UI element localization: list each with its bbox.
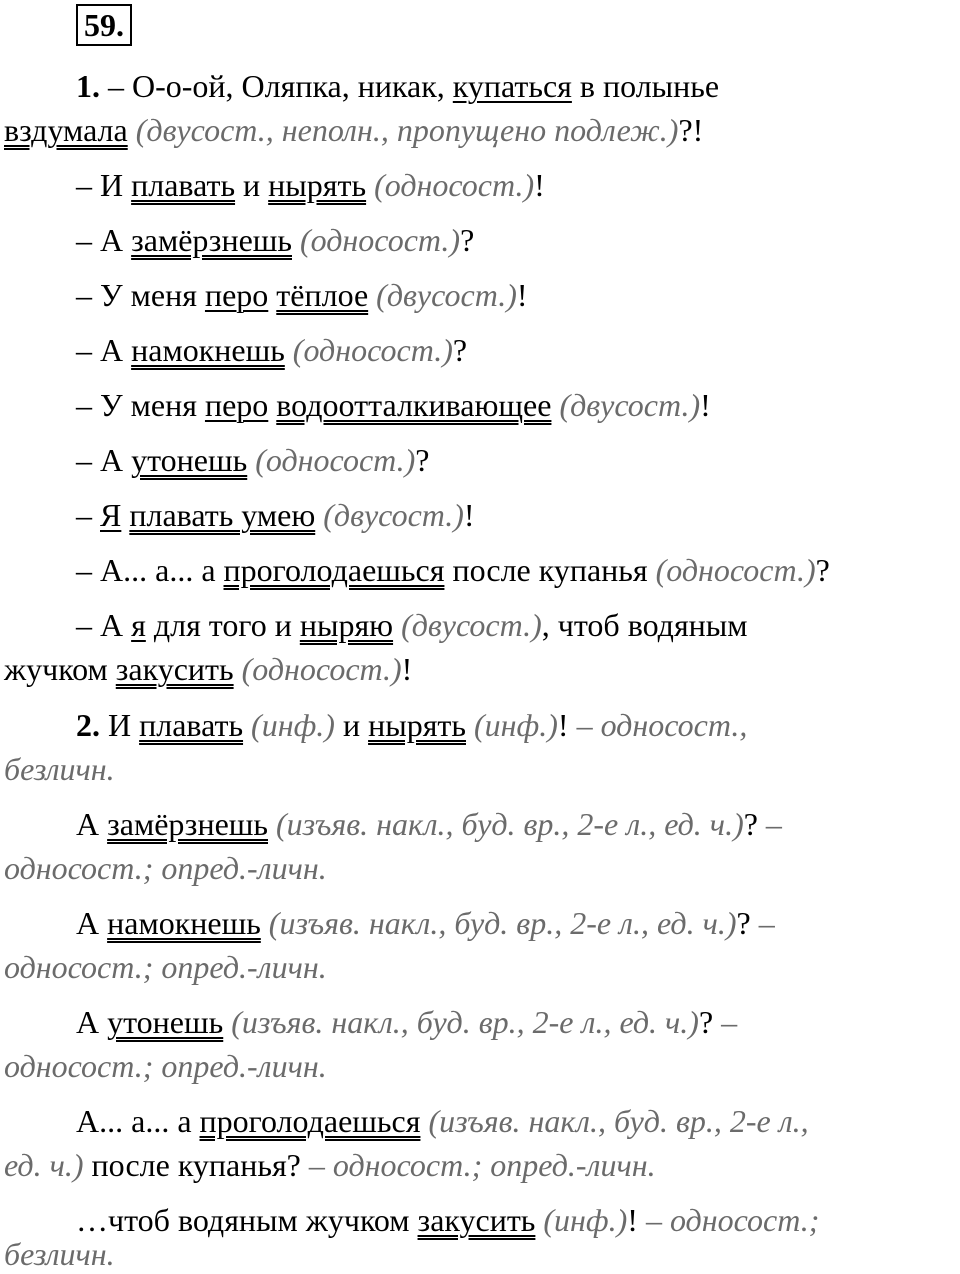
grammar-note: (двусост.) (376, 277, 517, 313)
grammar-note: безличн. (4, 751, 115, 787)
text-run: ? (736, 905, 759, 941)
predicate-word: намокнешь (107, 905, 261, 941)
grammar-note: (инф.) (251, 707, 335, 743)
grammar-note: – (765, 806, 782, 842)
text-line (76, 550, 830, 590)
text-line (76, 903, 775, 943)
text-run (292, 222, 300, 258)
grammar-note: – односост.; (645, 1202, 820, 1238)
item-number: 2. (76, 707, 100, 743)
predicate-word: водоотталкивающее (276, 387, 552, 423)
grammar-note: (односост.) (300, 222, 461, 258)
text-run: ? (743, 806, 766, 842)
text-line (76, 275, 528, 315)
text-run (234, 651, 242, 687)
text-run (268, 806, 276, 842)
text-run: ! (463, 497, 475, 533)
text-run: – А... а... а (76, 552, 224, 588)
subject-word: Я (100, 497, 122, 533)
text-run: ! (516, 277, 528, 313)
text-line (76, 1002, 737, 1042)
predicate-word: утонешь (107, 1004, 224, 1040)
text-run: …чтоб водяным жучком (76, 1202, 418, 1238)
grammar-note: (изъяв. накл., буд. вр., 2-е л., ед. ч.) (276, 806, 744, 842)
text-line (76, 330, 467, 370)
text-run: в полынье (571, 68, 720, 104)
text-run: ? (415, 442, 430, 478)
predicate-word: плавать (131, 167, 236, 203)
predicate-word: проголодаешься (199, 1103, 421, 1139)
text-line (76, 66, 719, 106)
text-run: – О-о-ой, Оляпка, никак, (100, 68, 453, 104)
predicate-word: нырять (268, 167, 367, 203)
grammar-note: односост.; опред.-личн. (4, 1048, 327, 1084)
grammar-note: (односост.) (255, 442, 416, 478)
text-run: ? (452, 332, 468, 368)
predicate-word: ныряю (299, 607, 394, 643)
subject-word: купаться (452, 68, 572, 104)
grammar-note: (двусост.) (401, 607, 542, 643)
text-run: – У меня (76, 387, 205, 423)
predicate-word: закусить (115, 651, 234, 687)
text-run: ! (557, 707, 577, 743)
text-run: А (76, 806, 108, 842)
text-line (4, 749, 115, 789)
grammar-note: односост.; опред.-личн. (4, 850, 327, 886)
grammar-note: – односост., (576, 707, 748, 743)
text-run (368, 277, 376, 313)
text-line (76, 605, 748, 645)
text-run (393, 607, 401, 643)
grammar-note: – односост.; опред.-личн. (308, 1147, 656, 1183)
predicate-word: намокнешь (131, 332, 285, 368)
text-run (366, 167, 374, 203)
text-run: – А (76, 222, 132, 258)
text-line (76, 165, 545, 205)
text-run: ! (401, 651, 413, 687)
text-line (76, 495, 475, 535)
grammar-note: (изъяв. накл., буд. вр., 2-е л., ед. ч.) (231, 1004, 699, 1040)
text-run: ! (700, 387, 711, 423)
text-run: ? (815, 552, 830, 588)
predicate-word: тёплое (276, 277, 369, 313)
grammar-note: безличн. (4, 1236, 115, 1272)
text-run: ?! (678, 112, 704, 148)
text-line (4, 649, 412, 689)
exercise-number: 59. (76, 4, 132, 46)
text-run (285, 332, 293, 368)
text-run (243, 707, 251, 743)
grammar-note: (двусост.) (559, 387, 701, 423)
subject-word: я (131, 607, 146, 643)
text-line (4, 110, 703, 150)
grammar-note: (односост.) (292, 332, 453, 368)
text-run (466, 707, 474, 743)
text-run: А (76, 1004, 108, 1040)
text-run: – У меня (76, 277, 205, 313)
grammar-note: – (721, 1004, 738, 1040)
text-run: – А (76, 442, 132, 478)
text-run: после купанья? (83, 1147, 309, 1183)
text-run: ? (698, 1004, 722, 1040)
predicate-word: нырять (368, 707, 466, 743)
text-run: и (334, 707, 369, 743)
text-line (4, 848, 327, 888)
text-run: И (100, 707, 140, 743)
text-run: , чтоб водяным (541, 607, 748, 643)
text-line (76, 804, 782, 844)
grammar-note: (двусост.) (323, 497, 464, 533)
text-run: А... а... а (76, 1103, 200, 1139)
text-run: – И (76, 167, 132, 203)
grammar-note: (односост.) (241, 651, 402, 687)
text-run: – А (76, 607, 132, 643)
subject-word: перо (204, 387, 269, 423)
predicate-word: замёрзнешь (131, 222, 292, 258)
text-run: жучком (4, 651, 116, 687)
item-number: 1. (76, 68, 100, 104)
text-run: для того и (145, 607, 300, 643)
grammar-note: (односост.) (655, 552, 816, 588)
text-run: после купанья (444, 552, 656, 588)
text-run: – (76, 497, 100, 533)
text-run (128, 112, 136, 148)
grammar-note: (инф.) (543, 1202, 628, 1238)
grammar-note: односост.; опред.-личн. (4, 949, 327, 985)
text-line (76, 440, 430, 480)
text-line (76, 1200, 819, 1240)
predicate-word: плавать (139, 707, 244, 743)
text-line (4, 1145, 656, 1185)
grammar-note: (инф.) (474, 707, 558, 743)
grammar-note: (изъяв. накл., буд. вр., 2-е л., (428, 1103, 809, 1139)
text-run: и (235, 167, 269, 203)
predicate-word: утонешь (131, 442, 248, 478)
text-line (76, 220, 474, 260)
grammar-note: – (758, 905, 775, 941)
text-run: А (76, 905, 108, 941)
text-line (76, 705, 747, 745)
predicate-word: проголодаешься (223, 552, 445, 588)
predicate-word: закусить (417, 1202, 536, 1238)
text-run (261, 905, 269, 941)
grammar-note: ед. ч.) (4, 1147, 84, 1183)
grammar-note: (изъяв. накл., буд. вр., 2-е л., ед. ч.) (268, 905, 737, 941)
text-line (76, 385, 711, 425)
text-run: ! (534, 167, 545, 203)
text-line (4, 947, 327, 987)
text-line (4, 1046, 327, 1086)
subject-word: перо (204, 277, 269, 313)
text-run: ? (460, 222, 475, 258)
predicate-word: плавать умею (129, 497, 316, 533)
grammar-note: (односост.) (374, 167, 535, 203)
predicate-word: вздумала (4, 112, 128, 148)
text-run: ! (627, 1202, 646, 1238)
text-line (4, 1234, 115, 1274)
text-line (76, 1101, 809, 1141)
predicate-word: замёрзнешь (107, 806, 268, 842)
text-run: – А (76, 332, 132, 368)
grammar-note: (двусост., неполн., пропущено подлеж.) (135, 112, 679, 148)
